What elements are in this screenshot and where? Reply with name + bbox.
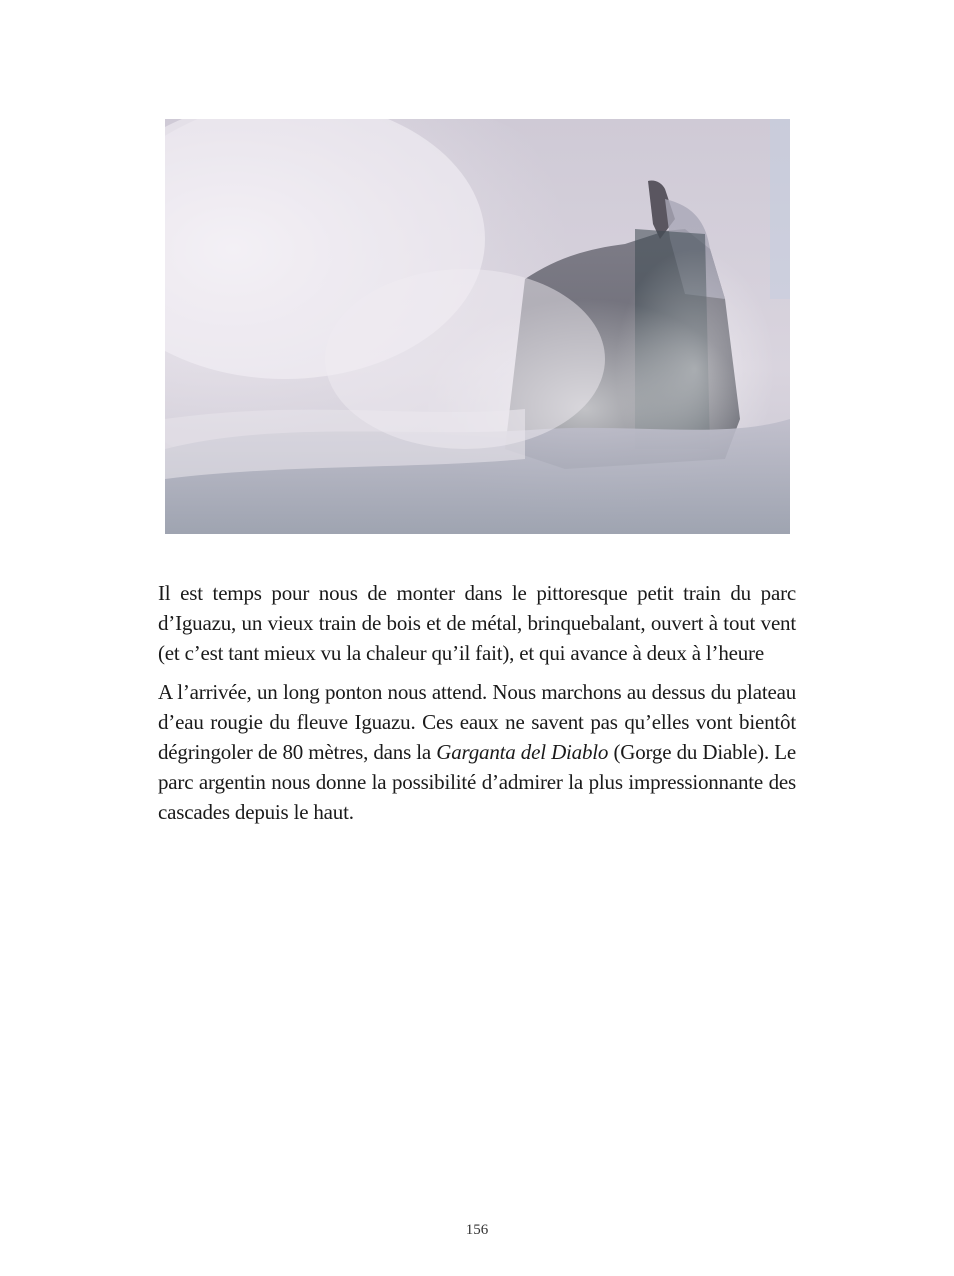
garganta-del-diablo-italic: Garganta del Diablo bbox=[436, 740, 609, 764]
paragraph-train-text: Il est temps pour nous de monter dans le pittoresque petit train du parc d’Iguazu, un vieux train de bois et de métal, brinquebalant, ouvert à tout vent (et c’est tant mieux vu la chaleur qu’il fait), et qui avance à deux à l’heure bbox=[158, 581, 796, 665]
waterfall-photo bbox=[165, 119, 790, 534]
paragraph-ponton-text-start: A l’arrivée, un long ponton nous attend. Nous marchons au dessus du plateau d’eau rougie du fleuve Iguazu. Ces eaux ne savent pas qu’elles vont bientôt dégringoler de 80 mètres, dans la bbox=[158, 680, 796, 764]
paragraph-ponton bbox=[158, 677, 796, 827]
paragraph-ponton-text-end: (Gorge du Diable). Le parc argentin nous donne la possibilité d’admirer la plus impressionnante des cascades depuis le haut. bbox=[158, 740, 796, 824]
page-number: 156 bbox=[465, 1222, 489, 1238]
waterfall-illustration bbox=[165, 119, 790, 534]
body-text bbox=[158, 578, 796, 836]
paragraph-train bbox=[158, 578, 796, 668]
